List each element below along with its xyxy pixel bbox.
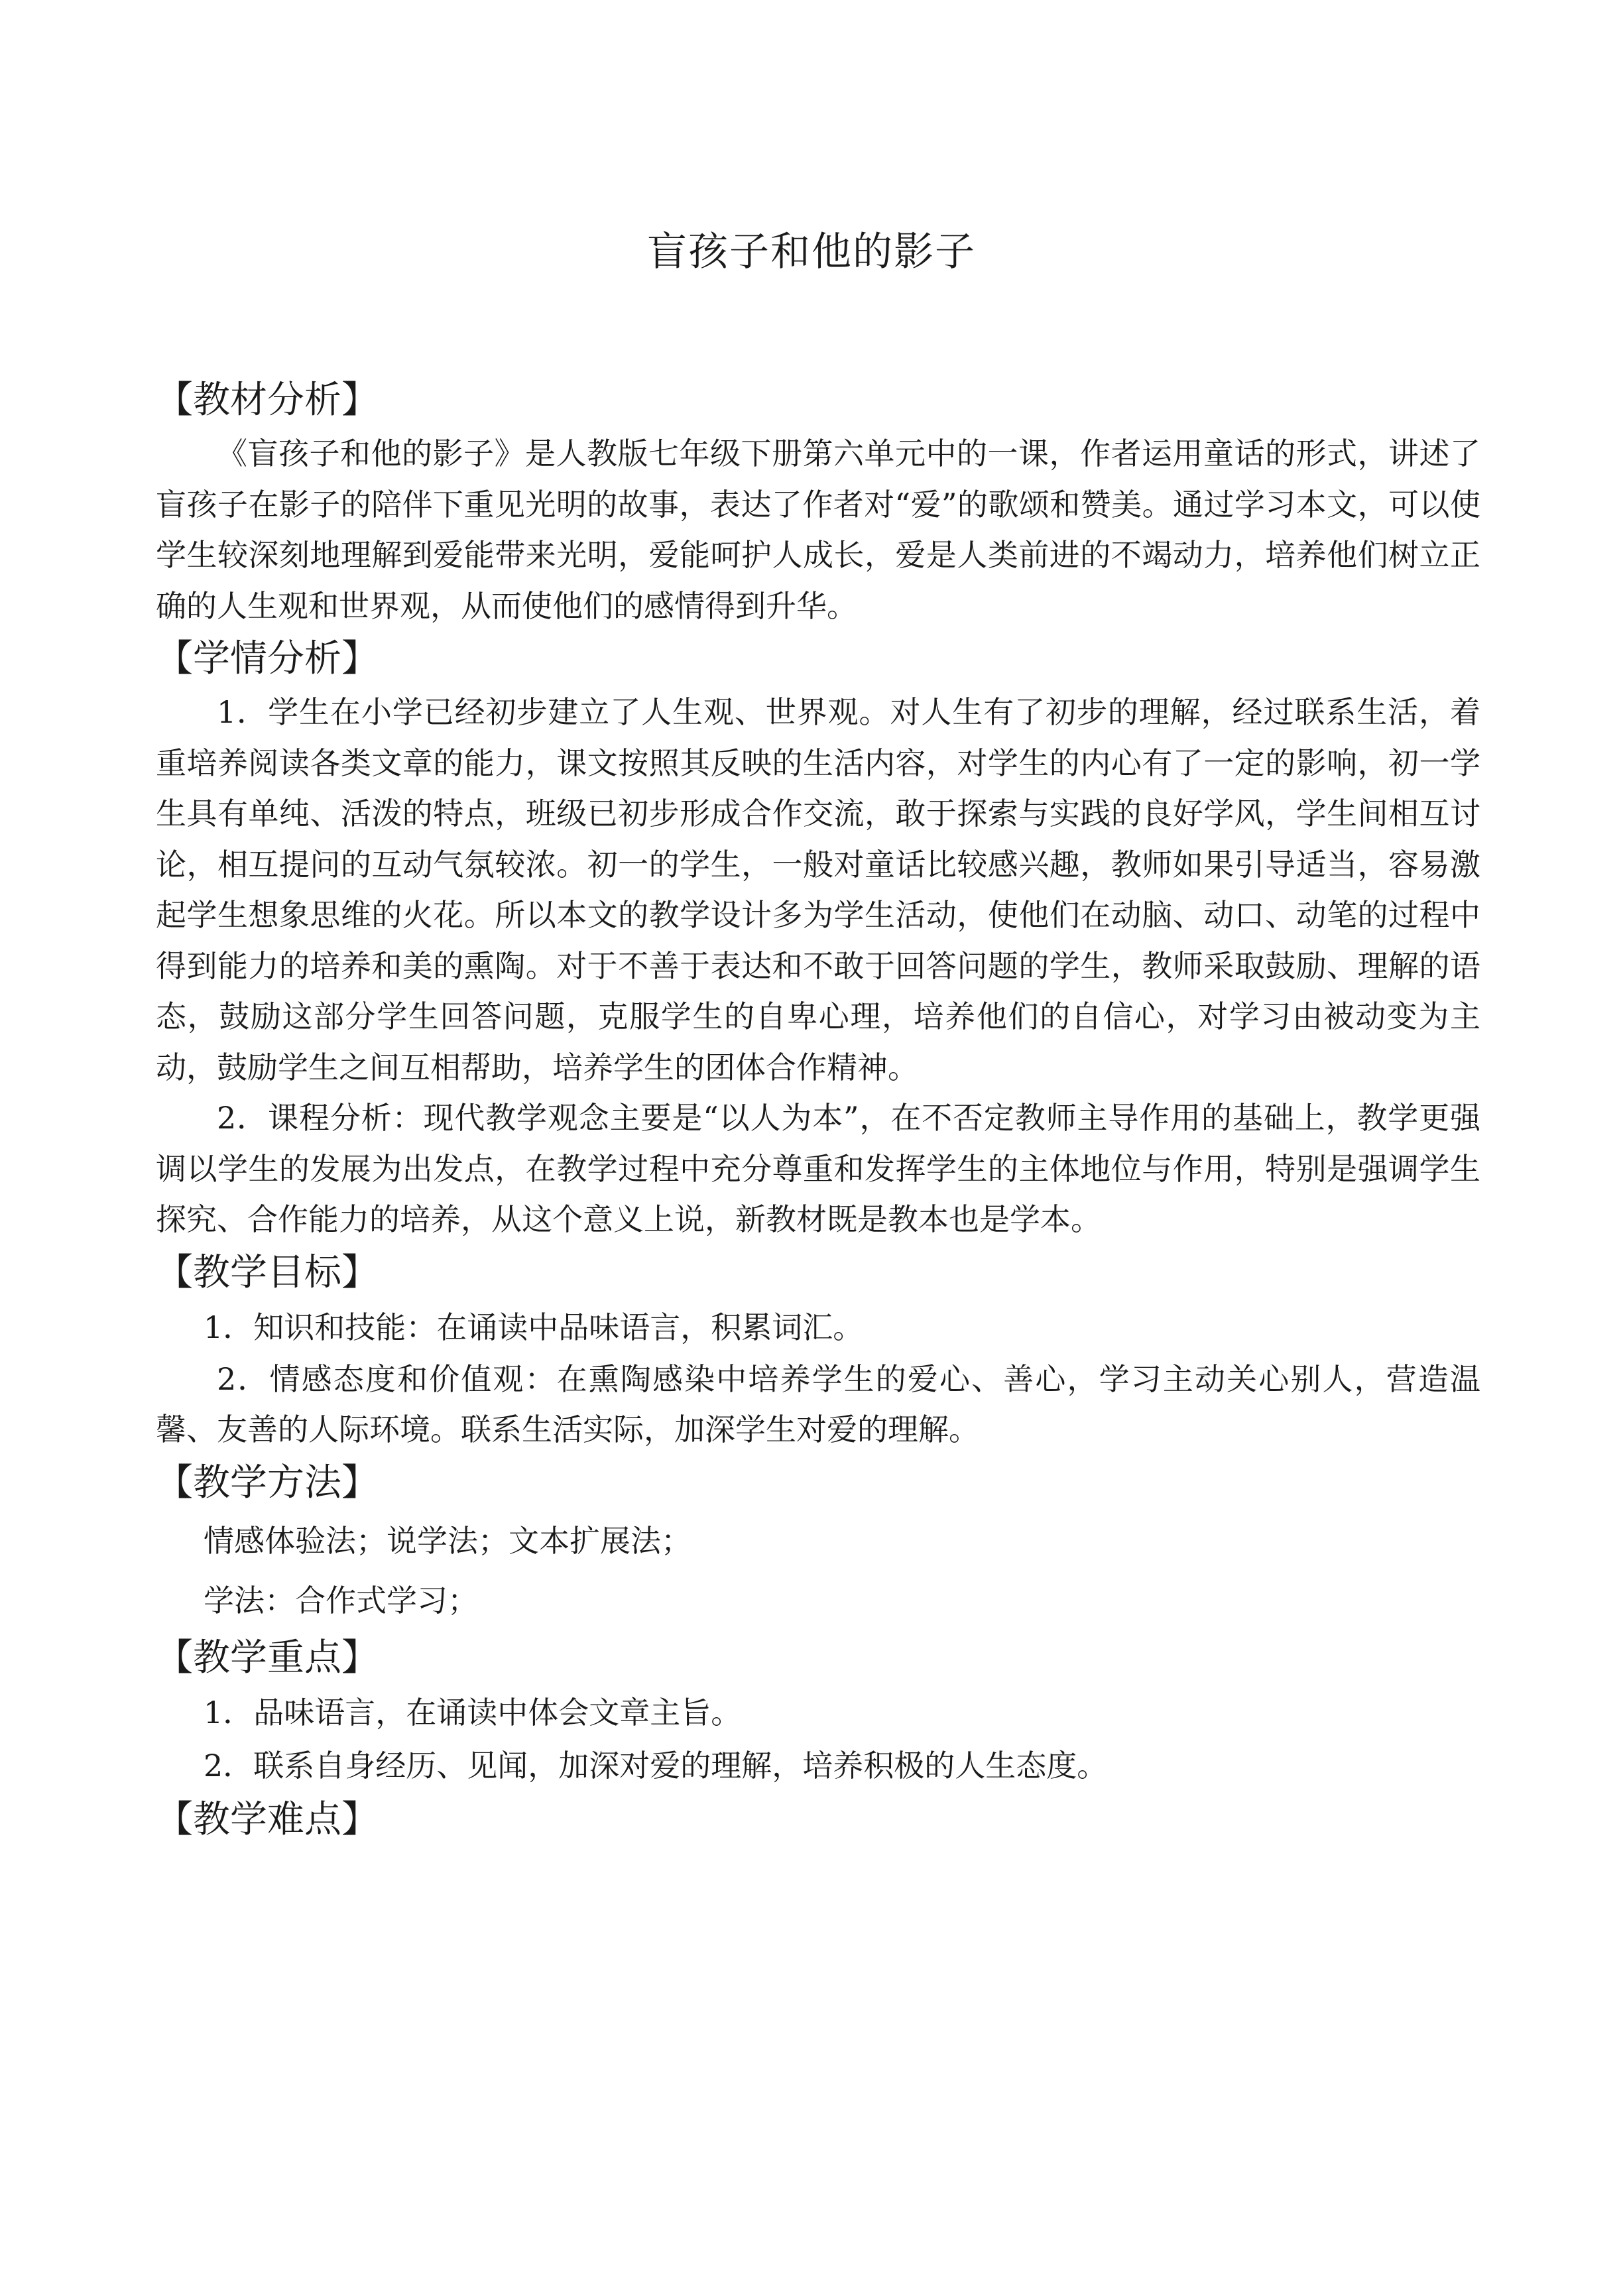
section-heading-key-points: 【教学重点】	[156, 1636, 379, 1679]
teaching-method-line-2: 学法：合作式学习；	[204, 1582, 478, 1618]
section-heading-difficulties: 【教学难点】	[156, 1797, 379, 1841]
section-heading-learning-analysis: 【学情分析】	[156, 637, 379, 680]
key-point-item-2: 2．联系自身经历、见闻，加深对爱的理解，培养积极的人生态度。	[204, 1747, 1108, 1783]
material-analysis-paragraph: 《盲孩子和他的影子》是人教版七年级下册第六单元中的一课，作者运用童话的形式，讲述了盲孩子在影子的陪伴下重见光明的故事，表达了作者对“爱”的歌颂和赞美。通过学习本文，可以使学生较深刻地理解到爱能带来光明，爱能呵护人成长，爱是人类前进的不竭动力，培养他们树立正确的人生观和世界观，从而使他们的感情得到升华。	[156, 436, 1480, 624]
teaching-goal-item-2: 2．情感态度和价值观：在熏陶感染中培养学生的爱心、善心，学习主动关心别人，营造温馨、友善的人际环境。联系生活实际，加深学生对爱的理解。	[156, 1360, 1480, 1447]
learning-analysis-item-1: 1．学生在小学已经初步建立了人生观、世界观。对人生有了初步的理解，经过联系生活，着重培养阅读各类文章的能力，课文按照其反映的生活内容，对学生的内心有了一定的影响，初一学生具有单纯、活泼的特点，班级已初步形成合作交流，敢于探索与实践的良好学风，学生间相互讨论，相互提问的互动气氛较浓。初一的学生，一般对童话比较感兴趣，教师如果引导适当，容易激起学生想象思维的火花。所以本文的教学设计多为学生活动，使他们在动脑、动口、动笔的过程中得到能力的培养和美的熏陶。对于不善于表达和不敢于回答问题的学生，教师采取鼓励、理解的语态，鼓励这部分学生回答问题，克服学生的自卑心理，培养他们的自信心，对学习由被动变为主动，鼓励学生之间互相帮助，培养学生的团体合作精神。	[156, 694, 1480, 1085]
key-point-item-1: 1．品味语言，在诵读中体会文章主旨。	[204, 1694, 742, 1730]
section-heading-material-analysis: 【教材分析】	[156, 379, 379, 422]
page-title: 盲孩子和他的影子	[647, 229, 976, 276]
teaching-goal-item-1: 1．知识和技能：在诵读中品味语言，积累词汇。	[204, 1309, 864, 1345]
section-heading-teaching-methods: 【教学方法】	[156, 1461, 379, 1504]
document-body	[156, 373, 1480, 1848]
learning-analysis-item-2: 2．课程分析：现代教学观念主要是“以人为本”，在不否定教师主导作用的基础上，教学更强调以学生的发展为出发点，在教学过程中充分尊重和发挥学生的主体地位与作用，特别是强调学生探究、合作能力的培养，从这个意义上说，新教材既是教本也是学本。	[156, 1100, 1480, 1237]
section-heading-teaching-goals: 【教学目标】	[156, 1250, 379, 1294]
teaching-method-line-1: 情感体验法；说学法；文本扩展法；	[204, 1522, 691, 1559]
